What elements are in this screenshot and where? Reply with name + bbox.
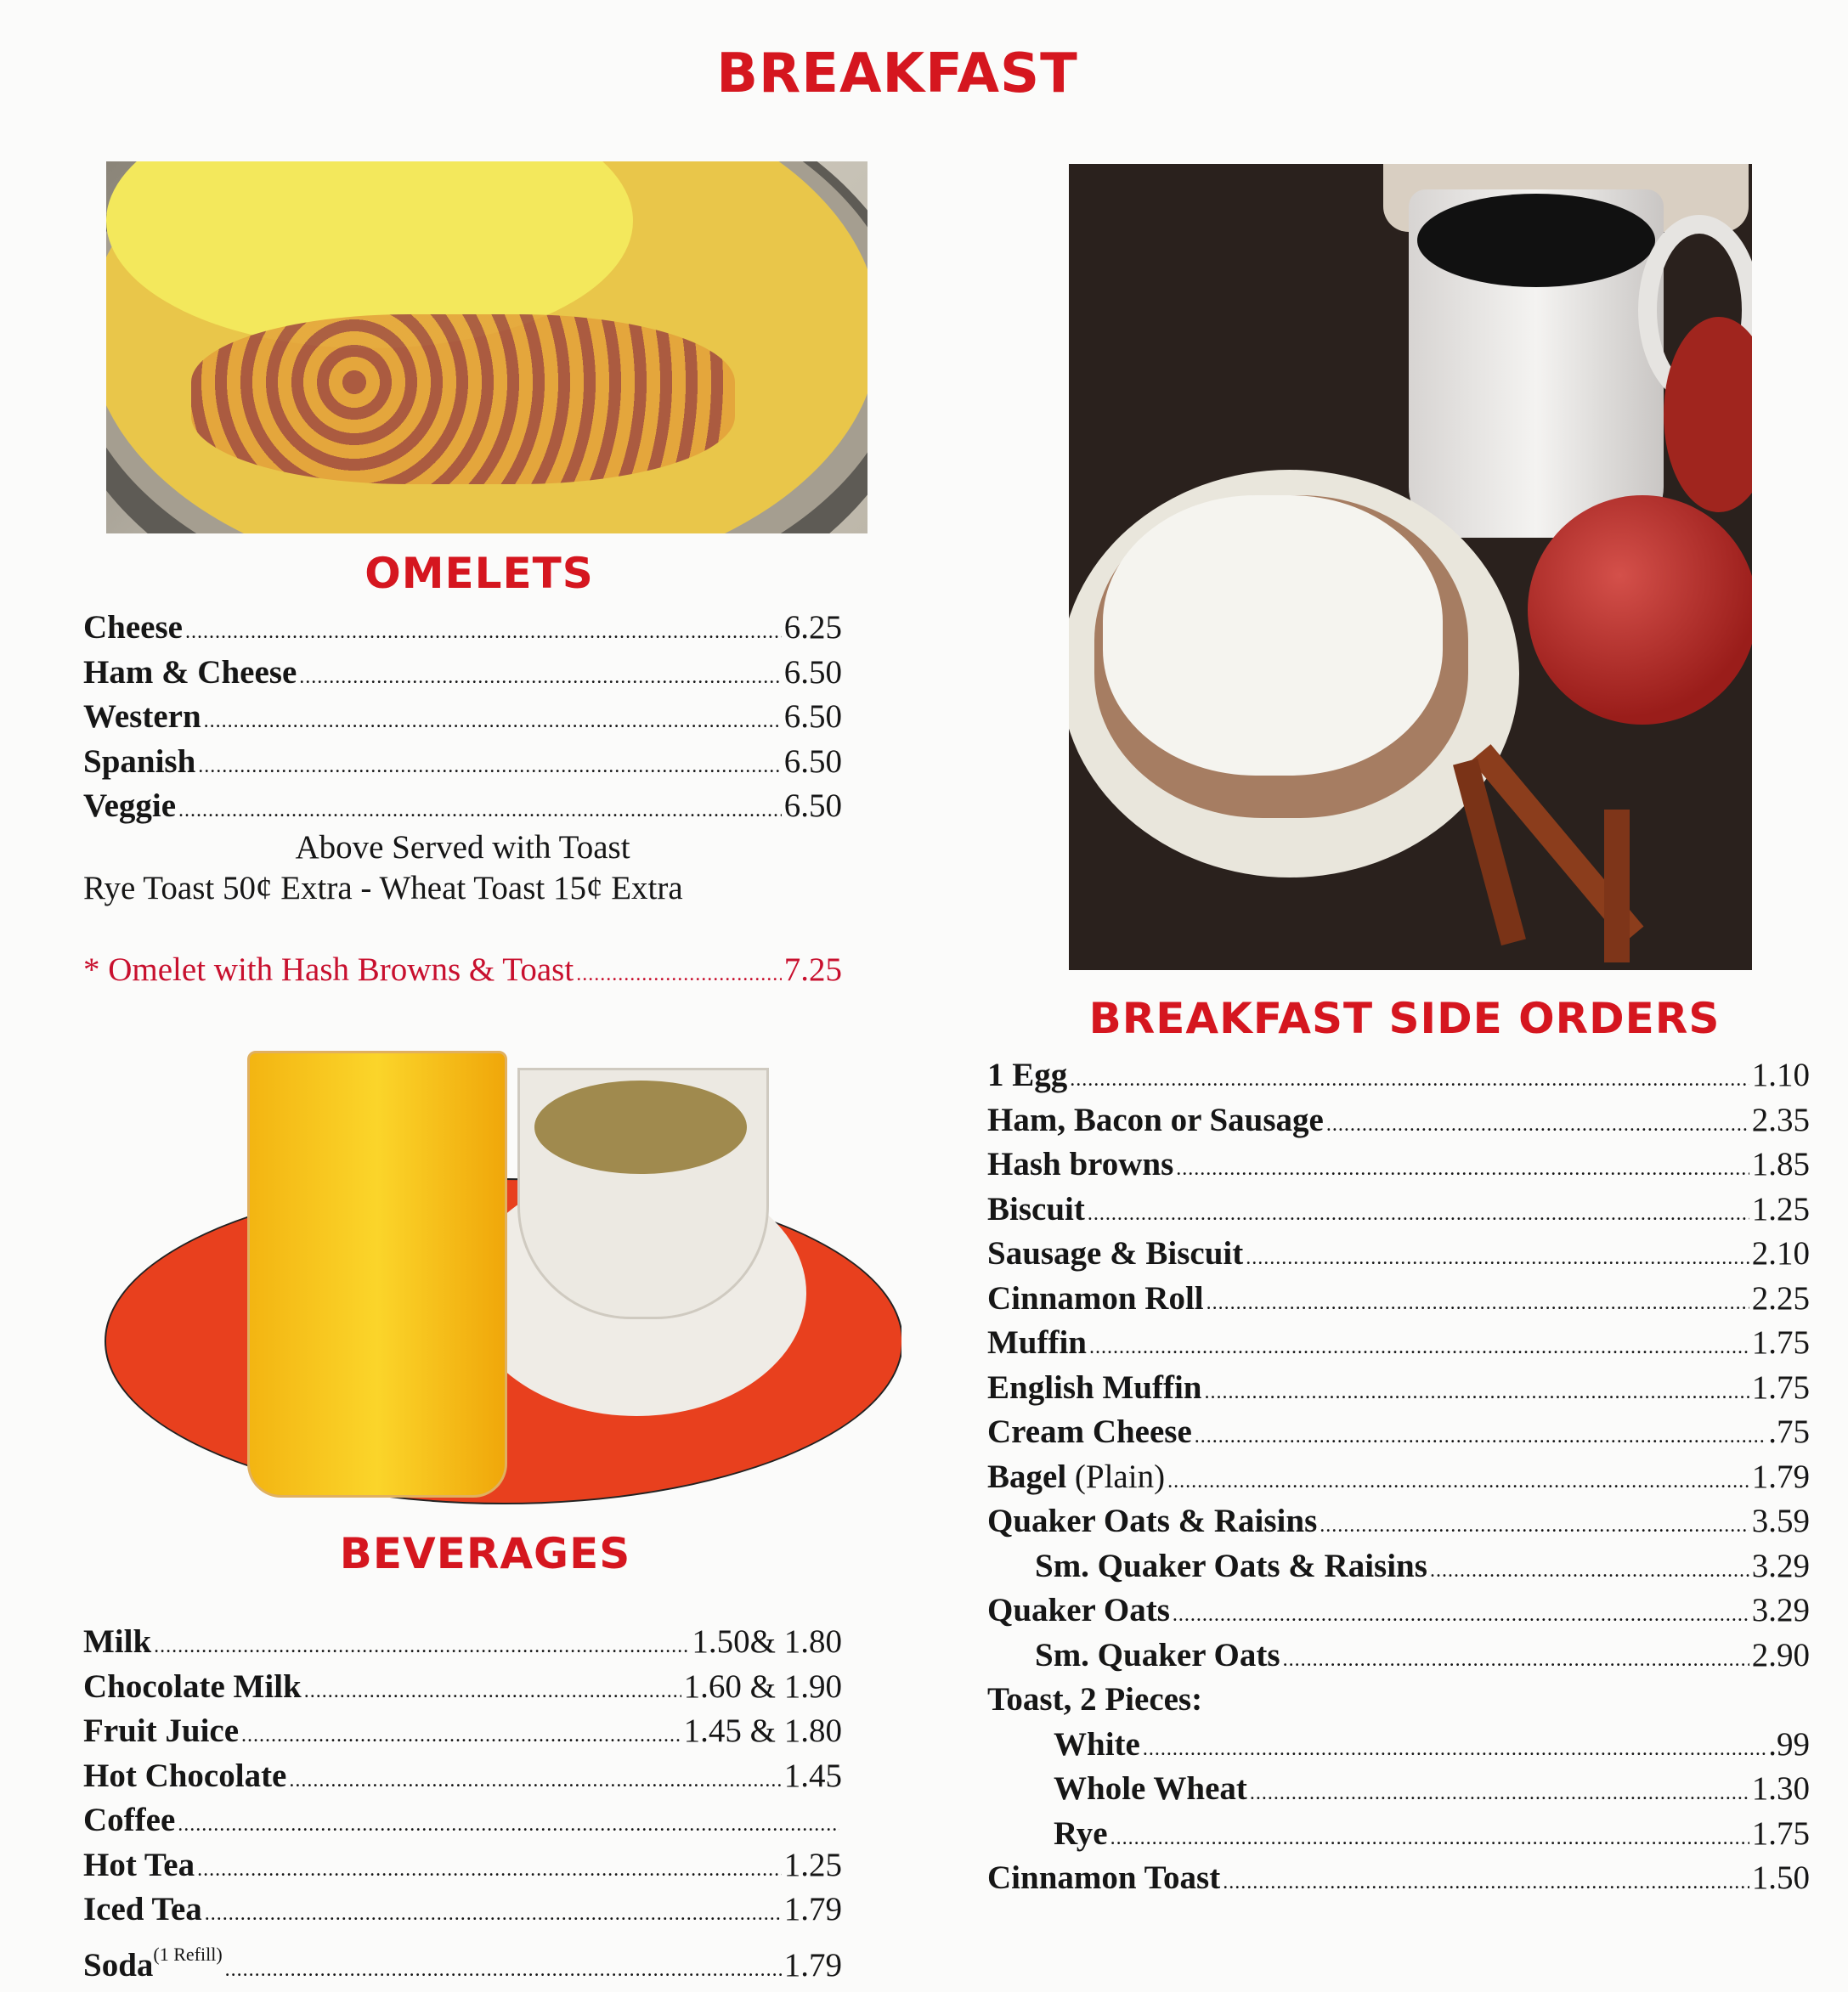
item-name [987, 1499, 1317, 1544]
item-name [83, 1620, 151, 1665]
omelets-heading: OMELETS [309, 549, 649, 598]
item-price: 1.30 [1752, 1767, 1810, 1812]
dot-leader [1326, 1103, 1749, 1148]
dot-leader [1089, 1325, 1749, 1370]
item-price: 3.29 [1752, 1589, 1810, 1634]
side-order-list [987, 1053, 1810, 1901]
item-name [987, 1232, 1243, 1277]
item-name-text: Whole Wheat [1054, 1770, 1247, 1807]
dot-leader [204, 699, 782, 744]
item-price: 1.25 [784, 1843, 842, 1888]
menu-item [83, 1709, 842, 1754]
item-name [987, 1321, 1087, 1366]
item-name-text: Veggie [83, 787, 176, 824]
menu-item [987, 1678, 1810, 1723]
item-name [987, 1455, 1165, 1500]
item-name [987, 1366, 1202, 1411]
menu-item [83, 784, 842, 829]
dot-leader [178, 788, 782, 833]
dot-leader [241, 1713, 681, 1758]
item-name-text: Western [83, 698, 201, 735]
omelet-list [83, 606, 842, 829]
item-name-text: Sm. Quaker Oats [1035, 1637, 1280, 1673]
item-price: 6.50 [784, 695, 842, 740]
item-name-text: Bagel [987, 1459, 1066, 1495]
item-name-text: Cinnamon Toast [987, 1859, 1220, 1896]
menu-item [987, 1232, 1810, 1277]
menu-item [987, 1856, 1810, 1901]
item-price: 1.85 [1752, 1143, 1810, 1188]
dot-leader [289, 1758, 781, 1803]
item-name-text: Fruit Juice [83, 1713, 239, 1749]
dot-leader [225, 1948, 782, 1992]
item-price: 2.35 [1752, 1098, 1810, 1143]
item-name [987, 1143, 1173, 1188]
item-price: 2.25 [1752, 1277, 1810, 1322]
item-name [1054, 1767, 1247, 1812]
menu-item [83, 1933, 842, 1978]
item-note: (1 Refill) [153, 1944, 222, 1965]
item-price: 6.50 [784, 651, 842, 696]
menu-item [987, 1321, 1810, 1366]
item-price: 6.50 [784, 784, 842, 829]
item-name [987, 1410, 1192, 1455]
item-name [83, 1709, 239, 1754]
menu-item [987, 1767, 1810, 1812]
item-price: 6.25 [784, 606, 842, 651]
menu-item [83, 1665, 842, 1710]
item-name-text: Sm. Quaker Oats & Raisins [1035, 1548, 1427, 1584]
item-price: 1.79 [1752, 1455, 1810, 1500]
item-name [1054, 1812, 1108, 1857]
dot-leader [178, 1803, 839, 1848]
dot-leader [1143, 1727, 1766, 1772]
dot-leader [154, 1624, 689, 1669]
menu-item [83, 1620, 842, 1665]
dot-leader [1430, 1549, 1749, 1594]
item-name-text: Muffin [987, 1324, 1087, 1361]
item-name-text: Cheese [83, 609, 183, 646]
menu-item [987, 1143, 1810, 1188]
item-price: 1.79 [784, 1888, 842, 1933]
dot-leader [1195, 1414, 1766, 1459]
beverages-photo [101, 1034, 901, 1512]
dot-leader [1250, 1771, 1749, 1816]
side-orders-heading: BREAKFAST SIDE ORDERS [1065, 994, 1744, 1043]
item-qualifier: (Plain) [1075, 1459, 1165, 1495]
menu-item [987, 1098, 1810, 1143]
item-price: 1.45 & 1.80 [684, 1709, 842, 1754]
item-name [83, 1798, 175, 1843]
menu-item [987, 1277, 1810, 1322]
item-name-text: Sausage & Biscuit [987, 1235, 1243, 1272]
omelet-note-toast: Above Served with Toast [83, 828, 842, 866]
item-price: 2.10 [1752, 1232, 1810, 1277]
dot-leader [1205, 1370, 1749, 1415]
dot-leader [197, 1848, 782, 1893]
item-price: 1.79 [784, 1944, 842, 1989]
menu-item [83, 651, 842, 696]
dot-leader [205, 1892, 782, 1937]
item-price: 1.50& 1.80 [692, 1620, 842, 1665]
item-name-text: Biscuit [987, 1191, 1085, 1227]
dot-leader [1283, 1638, 1749, 1683]
item-name-text: Quaker Oats & Raisins [987, 1503, 1317, 1539]
menu-item [83, 606, 842, 651]
item-name-text: Rye [1054, 1815, 1108, 1852]
item-name-text: Cream Cheese [987, 1414, 1192, 1450]
item-price: 3.29 [1752, 1544, 1810, 1589]
menu-item [83, 695, 842, 740]
item-name-text: Spanish [83, 743, 195, 780]
menu-item [83, 1843, 842, 1888]
menu-item [987, 1634, 1810, 1679]
item-price: .99 [1768, 1723, 1810, 1768]
item-name-text: Hot Tea [83, 1847, 195, 1883]
item-name-text: Toast, 2 Pieces: [987, 1681, 1202, 1718]
item-name-text: Soda [83, 1947, 153, 1984]
item-name [83, 606, 183, 651]
beverage-list [83, 1620, 842, 1977]
menu-item [987, 1499, 1810, 1544]
item-price: 1.25 [1752, 1188, 1810, 1233]
item-name-text: Cinnamon Roll [987, 1280, 1204, 1317]
item-name [987, 1053, 1067, 1098]
menu-item [987, 1188, 1810, 1233]
item-name-text: 1 Egg [987, 1057, 1067, 1093]
item-name-text: Ham & Cheese [83, 654, 297, 691]
item-name-text: Chocolate Milk [83, 1668, 302, 1705]
item-name-text: English Muffin [987, 1369, 1202, 1406]
item-name-text: Iced Tea [83, 1891, 202, 1927]
item-name-text: Milk [83, 1623, 151, 1660]
item-name-text: Ham, Bacon or Sausage [987, 1102, 1324, 1138]
menu-item [987, 1544, 1810, 1589]
dot-leader [1173, 1593, 1749, 1638]
item-name [1054, 1723, 1140, 1768]
dot-leader [198, 744, 781, 789]
menu-item [83, 1754, 842, 1799]
item-name [83, 1933, 223, 1989]
menu-item [83, 740, 842, 785]
item-name-text: Hash browns [987, 1146, 1173, 1182]
item-name [83, 1665, 302, 1710]
coffee-cinnamon-roll-photo [1069, 164, 1752, 970]
item-name [987, 1188, 1085, 1233]
item-price: 1.10 [1752, 1053, 1810, 1098]
menu-item [987, 1410, 1810, 1455]
dot-leader [1320, 1504, 1749, 1549]
menu-item [83, 1888, 842, 1933]
item-price: 2.90 [1752, 1634, 1810, 1679]
menu-item [987, 1723, 1810, 1768]
menu-item [987, 1455, 1810, 1500]
item-name [83, 1888, 202, 1933]
page-title: BREAKFAST [642, 42, 1152, 105]
beverages-heading: BEVERAGES [315, 1529, 655, 1578]
dot-leader [1207, 1281, 1749, 1326]
menu-item [987, 1589, 1810, 1634]
item-name [987, 1856, 1220, 1901]
dot-leader [299, 655, 781, 700]
item-name [83, 695, 201, 740]
item-name [83, 1843, 195, 1888]
item-name [83, 1754, 286, 1799]
dot-leader [1110, 1816, 1749, 1861]
item-name-text: White [1054, 1726, 1140, 1763]
item-name-text: Hot Chocolate [83, 1758, 286, 1794]
item-name [83, 740, 195, 785]
dot-leader [1246, 1236, 1749, 1281]
item-name [83, 784, 176, 829]
item-price: 6.50 [784, 740, 842, 785]
dot-leader [1167, 1459, 1749, 1504]
item-price: 1.60 & 1.90 [684, 1665, 842, 1710]
menu-item [987, 1366, 1810, 1411]
menu-item [987, 1053, 1810, 1098]
dot-leader [185, 610, 782, 655]
item-price: 1.75 [1752, 1321, 1810, 1366]
item-name [987, 1678, 1202, 1723]
item-name [83, 651, 297, 696]
item-name-text: Coffee [83, 1802, 175, 1838]
item-name-text: Quaker Oats [987, 1592, 1170, 1628]
item-price: 1.50 [1752, 1856, 1810, 1901]
item-name [987, 1589, 1170, 1634]
menu-item [987, 1812, 1810, 1857]
item-price: 1.45 [784, 1754, 842, 1799]
dot-leader [1223, 1860, 1749, 1905]
omelet-special [83, 948, 842, 993]
dot-leader [1088, 1192, 1749, 1237]
omelet-note-extra: Rye Toast 50¢ Extra - Wheat Toast 15¢ Extra [83, 869, 794, 907]
special-name: * Omelet with Hash Browns & Toast [83, 948, 574, 993]
item-price: 1.75 [1752, 1366, 1810, 1411]
dot-leader [1176, 1147, 1749, 1192]
item-price: .75 [1768, 1410, 1810, 1455]
omelet-photo [106, 161, 867, 533]
item-name [1035, 1634, 1280, 1679]
dot-leader [1070, 1058, 1749, 1103]
item-price: 1.75 [1752, 1812, 1810, 1857]
menu-item [83, 1798, 842, 1843]
item-price: 3.59 [1752, 1499, 1810, 1544]
item-name [1035, 1544, 1427, 1589]
item-name [987, 1277, 1204, 1322]
special-price: 7.25 [784, 948, 842, 993]
item-name [987, 1098, 1324, 1143]
dot-leader [304, 1669, 681, 1714]
